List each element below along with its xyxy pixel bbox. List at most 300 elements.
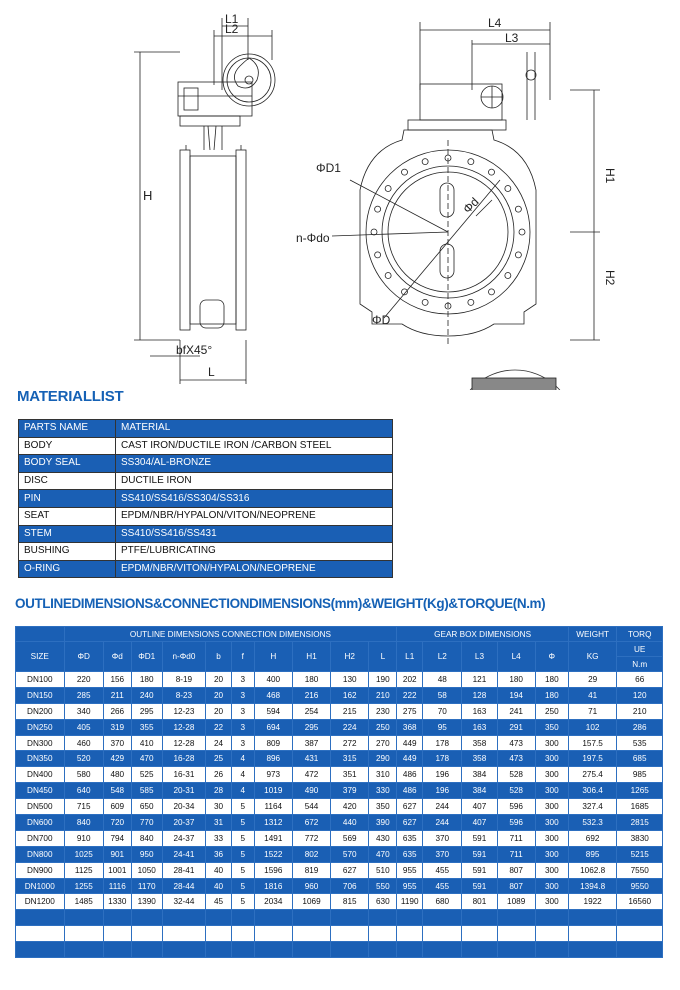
size-cell: DN450 [16,783,65,799]
material-list-title: MATERIALLIST [17,388,124,405]
bolt-hole [519,229,525,235]
value-cell: 384 [462,783,497,799]
blank-cell [462,910,497,926]
dimension-row [16,672,663,688]
value-cell: 400 [254,672,292,688]
material-value: CAST IRON/DUCTILE IRON /CARBON STEEL [116,437,393,455]
blank-cell [162,942,205,958]
value-cell: 5 [231,878,254,894]
header-torque-line1: UE [617,642,663,657]
value-cell: 20 [206,672,232,688]
value-cell: 955 [397,862,423,878]
blank-cell [292,926,330,942]
value-cell: 290 [369,751,397,767]
value-cell: 802 [292,846,330,862]
value-cell: 272 [331,735,369,751]
dimensions-table [15,626,663,958]
value-cell: 222 [397,687,423,703]
blank-cell [131,910,162,926]
blank-cell [254,942,292,958]
value-cell: 1265 [617,783,663,799]
value-cell: 407 [462,815,497,831]
dimension-row [16,815,663,831]
value-cell: 772 [292,830,330,846]
value-cell: 635 [397,846,423,862]
value-cell: 1522 [254,846,292,862]
value-cell: 431 [292,751,330,767]
value-cell: 591 [462,862,497,878]
value-cell: 840 [64,815,103,831]
value-cell: 224 [331,719,369,735]
blank-cell [64,942,103,958]
value-cell: 358 [462,751,497,767]
value-cell: 370 [423,830,462,846]
blank-cell [617,926,663,942]
value-cell: 910 [64,830,103,846]
value-cell: 1685 [617,799,663,815]
value-cell: 216 [292,687,330,703]
blank-cell [397,910,423,926]
dim-label-l3: L3 [505,31,519,45]
bolt-hole [488,169,494,175]
value-cell: 120 [617,687,663,703]
value-cell: 244 [423,799,462,815]
value-cell: 1816 [254,878,292,894]
blank-cell [331,942,369,958]
blank-cell [617,942,663,958]
value-cell: 460 [64,735,103,751]
value-cell: 1190 [397,894,423,910]
blank-row [16,910,663,926]
value-cell: 210 [617,703,663,719]
value-cell: 807 [497,862,535,878]
value-cell: 230 [369,703,397,719]
value-cell: 202 [397,672,423,688]
blank-cell [535,926,568,942]
bolt-hole [505,186,511,192]
size-cell: DN1200 [16,894,65,910]
value-cell: 1922 [568,894,617,910]
value-cell: 1330 [103,894,131,910]
value-cell: 1164 [254,799,292,815]
dimension-row [16,751,663,767]
value-cell: 3830 [617,830,663,846]
material-row [19,490,393,508]
size-cell: DN900 [16,862,65,878]
value-cell: 300 [535,878,568,894]
value-cell: 102 [568,719,617,735]
value-cell: 486 [397,783,423,799]
value-cell: 694 [254,719,292,735]
material-value: MATERIAL [116,420,393,438]
value-cell: 266 [103,703,131,719]
blank-row [16,942,663,958]
header-col: ΦD [64,642,103,672]
value-cell: 480 [103,767,131,783]
blank-cell [462,926,497,942]
value-cell: 370 [103,735,131,751]
value-cell: 157.5 [568,735,617,751]
blank-cell [64,910,103,926]
dim-label-h1: H1 [603,168,617,184]
value-cell: 715 [64,799,103,815]
value-cell: 407 [462,799,497,815]
value-cell: 197.5 [568,751,617,767]
value-cell: 1069 [292,894,330,910]
value-cell: 163 [462,719,497,735]
value-cell: 3 [231,719,254,735]
dim-label-l: L [208,365,215,379]
bolt-hole [375,206,381,212]
dim-label-bf: bfX45° [176,343,213,357]
header-col: H1 [292,642,330,672]
value-cell: 807 [497,878,535,894]
value-cell: 156 [103,672,131,688]
dimension-row [16,703,663,719]
value-cell: 544 [292,799,330,815]
blank-cell [131,926,162,942]
value-cell: 486 [397,767,423,783]
value-cell: 240 [131,687,162,703]
value-cell: 300 [535,846,568,862]
value-cell: 1255 [64,878,103,894]
dim-label-h2: H2 [603,270,617,286]
header-col: L [369,642,397,672]
value-cell: 215 [331,703,369,719]
blank-cell [16,910,65,926]
value-cell: 1312 [254,815,292,831]
value-cell: 720 [103,815,131,831]
blank-cell [206,926,232,942]
blank-cell [423,942,462,958]
header-col: L4 [497,642,535,672]
value-cell: 340 [64,703,103,719]
value-cell: 20 [206,687,232,703]
bolt-hole [375,252,381,258]
value-cell: 33 [206,830,232,846]
bolt-hole [515,252,521,258]
value-cell: 473 [497,751,535,767]
bolt-hole [468,159,474,165]
value-cell: 286 [617,719,663,735]
value-cell: 580 [64,767,103,783]
value-cell: 596 [497,799,535,815]
value-cell: 350 [535,719,568,735]
value-cell: 250 [369,719,397,735]
value-cell: 819 [292,862,330,878]
value-cell: 692 [568,830,617,846]
value-cell: 390 [369,815,397,831]
value-cell: 162 [331,687,369,703]
material-value: DUCTILE IRON [116,472,393,490]
material-row [19,507,393,525]
value-cell: 275.4 [568,767,617,783]
value-cell: 241 [497,703,535,719]
value-cell: 310 [369,767,397,783]
value-cell: 26 [206,767,232,783]
bolt-hole [422,159,428,165]
material-part-name: BUSHING [19,543,116,561]
blank-row [16,926,663,942]
value-cell: 1491 [254,830,292,846]
dim-label-h: H [143,188,153,203]
value-cell: 7550 [617,862,663,878]
dimensions-title: OUTLINEDIMENSIONS&CONNECTIONDIMENSIONS(mm)&WEIGHT(Kg)&TORQUE(N.m) [15,596,546,611]
material-part-name: PARTS NAME [19,420,116,438]
value-cell: 895 [568,846,617,862]
value-cell: 1170 [131,878,162,894]
blank-cell [231,942,254,958]
value-cell: 384 [462,767,497,783]
value-cell: 210 [369,687,397,703]
value-cell: 8-19 [162,672,205,688]
value-cell: 22 [206,719,232,735]
blank-cell [369,910,397,926]
value-cell: 591 [462,846,497,862]
blank-cell [103,910,131,926]
bolt-hole [468,299,474,305]
value-cell: 29 [568,672,617,688]
bolt-hole [505,272,511,278]
dimension-row [16,862,663,878]
value-cell: 24 [206,735,232,751]
material-part-name: O-RING [19,560,116,578]
material-part-name: BODY [19,437,116,455]
value-cell: 330 [369,783,397,799]
value-cell: 180 [497,672,535,688]
value-cell: 510 [369,862,397,878]
header-col: H2 [331,642,369,672]
material-value: SS410/SS416/SS431 [116,525,393,543]
material-value: SS304/AL-BRONZE [116,455,393,473]
value-cell: 180 [131,672,162,688]
bolt-hole [422,299,428,305]
blank-cell [162,910,205,926]
value-cell: 275 [397,703,423,719]
value-cell: 178 [423,735,462,751]
value-cell: 410 [131,735,162,751]
value-cell: 429 [103,751,131,767]
material-part-name: SEAT [19,507,116,525]
value-cell: 4 [231,767,254,783]
size-cell: DN1000 [16,878,65,894]
material-header-row [19,420,393,438]
value-cell: 960 [292,878,330,894]
value-cell: 28 [206,783,232,799]
value-cell: 180 [535,672,568,688]
value-cell: 5 [231,846,254,862]
material-part-name: STEM [19,525,116,543]
header-col: Φd [103,642,131,672]
value-cell: 609 [103,799,131,815]
value-cell: 387 [292,735,330,751]
value-cell: 319 [103,719,131,735]
value-cell: 685 [617,751,663,767]
blank-cell [64,926,103,942]
value-cell: 285 [64,687,103,703]
dim-label-ndo: n-Φdo [296,231,330,245]
value-cell: 520 [64,751,103,767]
header-col: L2 [423,642,462,672]
value-cell: 594 [254,703,292,719]
material-row [19,560,393,578]
value-cell: 570 [331,846,369,862]
value-cell: 1062.8 [568,862,617,878]
value-cell: 4 [231,783,254,799]
dimension-row [16,735,663,751]
dimension-row [16,719,663,735]
material-list-table [18,419,393,578]
blank-cell [568,910,617,926]
material-part-name: DISC [19,472,116,490]
blank-cell [535,942,568,958]
value-cell: 194 [497,687,535,703]
header-col: b [206,642,232,672]
value-cell: 20-34 [162,799,205,815]
size-cell: DN250 [16,719,65,735]
material-row [19,525,393,543]
value-cell: 300 [535,767,568,783]
value-cell: 4 [231,751,254,767]
blank-cell [617,910,663,926]
value-cell: 3 [231,672,254,688]
size-cell: DN350 [16,751,65,767]
value-cell: 70 [423,703,462,719]
dimension-row [16,878,663,894]
value-cell: 12-28 [162,719,205,735]
value-cell: 196 [423,767,462,783]
value-cell: 815 [331,894,369,910]
blank-cell [16,942,65,958]
value-cell: 455 [423,862,462,878]
value-cell: 196 [423,783,462,799]
value-cell: 5 [231,830,254,846]
value-cell: 405 [64,719,103,735]
value-cell: 3 [231,687,254,703]
value-cell: 66 [617,672,663,688]
value-cell: 896 [254,751,292,767]
value-cell: 985 [617,767,663,783]
material-part-name: BODY SEAL [19,455,116,473]
value-cell: 48 [423,672,462,688]
size-cell: DN800 [16,846,65,862]
value-cell: 627 [397,799,423,815]
value-cell: 95 [423,719,462,735]
value-cell: 25 [206,751,232,767]
value-cell: 640 [64,783,103,799]
size-cell: DN700 [16,830,65,846]
value-cell: 472 [292,767,330,783]
value-cell: 350 [369,799,397,815]
value-cell: 706 [331,878,369,894]
value-cell: 254 [292,703,330,719]
value-cell: 1596 [254,862,292,878]
value-cell: 58 [423,687,462,703]
blank-cell [292,910,330,926]
value-cell: 300 [535,894,568,910]
value-cell: 300 [535,862,568,878]
value-cell: 180 [535,687,568,703]
blank-cell [231,926,254,942]
value-cell: 711 [497,830,535,846]
value-cell: 550 [369,878,397,894]
blank-cell [331,926,369,942]
size-cell: DN600 [16,815,65,831]
value-cell: 32-44 [162,894,205,910]
bolt-hole [385,186,391,192]
value-cell: 20-31 [162,783,205,799]
dim-label-l2: L2 [225,22,239,36]
value-cell: 440 [331,815,369,831]
value-cell: 470 [131,751,162,767]
value-cell: 306.4 [568,783,617,799]
value-cell: 569 [331,830,369,846]
value-cell: 711 [497,846,535,862]
blank-cell [369,942,397,958]
blank-cell [231,910,254,926]
value-cell: 473 [497,735,535,751]
blank-cell [497,926,535,942]
dim-label-d1: ΦD1 [316,161,341,175]
value-cell: 300 [535,815,568,831]
blank-cell [103,926,131,942]
size-cell: DN150 [16,687,65,703]
value-cell: 295 [131,703,162,719]
blank-cell [568,942,617,958]
value-cell: 430 [369,830,397,846]
value-cell: 2034 [254,894,292,910]
dimension-row [16,799,663,815]
header-col: f [231,642,254,672]
value-cell: 1089 [497,894,535,910]
value-cell: 449 [397,751,423,767]
value-cell: 591 [462,878,497,894]
dim-label-l1: L1 [225,12,239,26]
value-cell: 71 [568,703,617,719]
value-cell: 16-31 [162,767,205,783]
material-value: PTFE/LUBRICATING [116,543,393,561]
bolt-hole [385,272,391,278]
value-cell: 672 [292,815,330,831]
value-cell: 1050 [131,862,162,878]
blank-cell [206,910,232,926]
value-cell: 30 [206,799,232,815]
value-cell: 840 [131,830,162,846]
header-empty [16,627,65,642]
dimension-row [16,767,663,783]
value-cell: 327.4 [568,799,617,815]
material-value: EPDM/NBR/VITON/HYPALON/NEOPRENE [116,560,393,578]
value-cell: 128 [462,687,497,703]
value-cell: 20 [206,703,232,719]
value-cell: 28-44 [162,878,205,894]
value-cell: 591 [462,830,497,846]
value-cell: 596 [497,815,535,831]
value-cell: 315 [331,751,369,767]
blank-cell [206,942,232,958]
blank-cell [131,942,162,958]
value-cell: 40 [206,878,232,894]
bolt-hole [515,206,521,212]
value-cell: 244 [423,815,462,831]
blank-cell [254,926,292,942]
value-cell: 535 [617,735,663,751]
value-cell: 5 [231,862,254,878]
value-cell: 5 [231,815,254,831]
value-cell: 1390 [131,894,162,910]
size-cell: DN200 [16,703,65,719]
blank-cell [103,942,131,958]
